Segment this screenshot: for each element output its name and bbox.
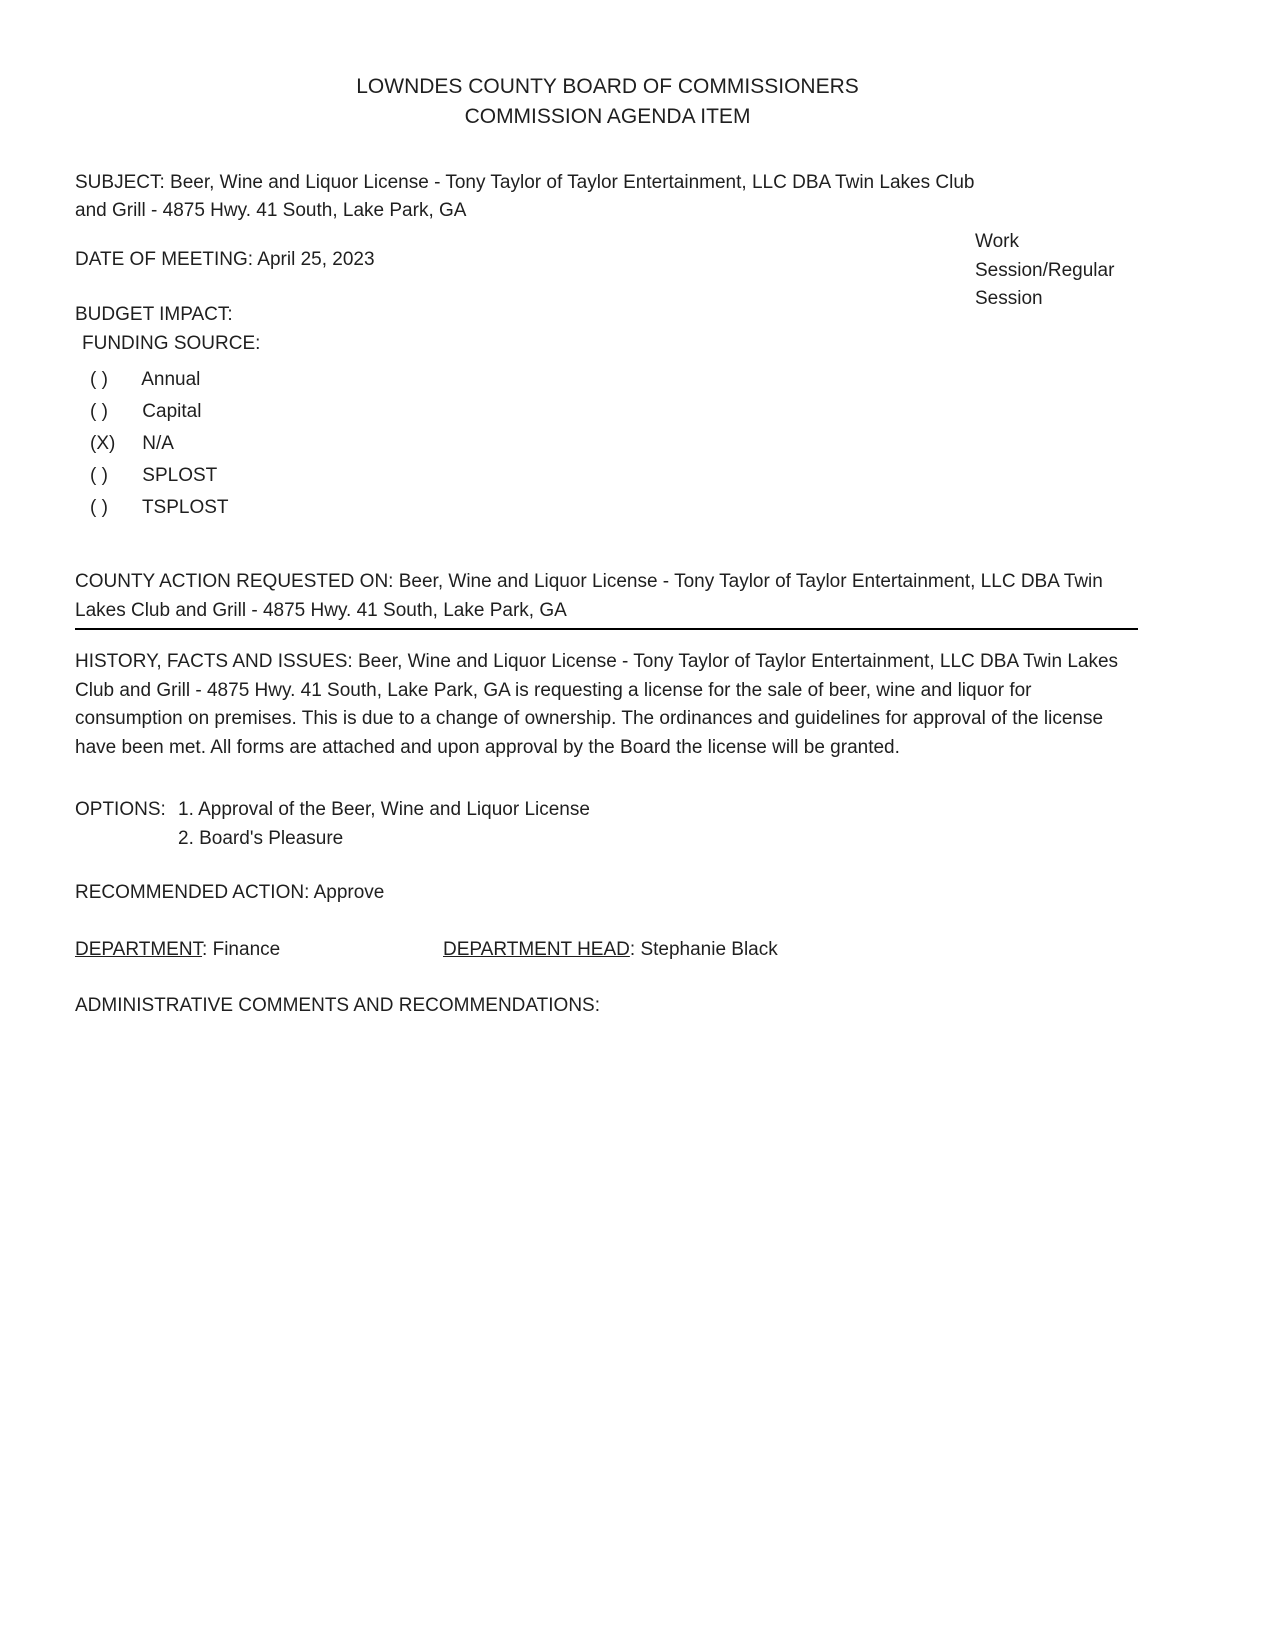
title-line-2: COMMISSION AGENDA ITEM xyxy=(464,105,751,129)
department-separator: : xyxy=(202,938,208,960)
recommended-action-section xyxy=(75,879,1200,908)
subject-label: SUBJECT: xyxy=(75,171,165,193)
options-label: OPTIONS: xyxy=(75,799,166,821)
subject-text: Beer, Wine and Liquor License - Tony Taylor of Taylor Entertainment, LLC DBA Twin Lakes Club and Grill - 4875 Hwy. 41 South, Lake Park, GA xyxy=(75,171,975,222)
department-group xyxy=(75,936,443,965)
checkbox-mark: ( ) xyxy=(90,401,108,423)
funding-source-options xyxy=(75,364,1200,524)
department-label: DEPARTMENT xyxy=(75,938,203,960)
subject-section xyxy=(75,169,975,226)
history-label: HISTORY, FACTS AND ISSUES: xyxy=(75,651,353,673)
funding-option-splost xyxy=(90,460,1200,492)
checkbox-mark: ( ) xyxy=(90,465,108,487)
department-section xyxy=(75,936,1200,965)
funding-source-label: FUNDING SOURCE: xyxy=(82,332,261,354)
funding-option-annual xyxy=(90,364,1200,396)
county-action-section xyxy=(75,568,1138,630)
checkbox-mark: ( ) xyxy=(90,369,108,391)
funding-option-capital xyxy=(90,396,1200,428)
history-text: Beer, Wine and Liquor License - Tony Taylor of Taylor Entertainment, LLC DBA Twin Lakes Club and Grill - 4875 Hwy. 41 South, Lake Park, GA is requesting a license for the sale of beer, wine and liquor for consumption on premises. This is due to a change of ownership. The ordinances and guidelines for approval of the license have been met. All forms are attached and upon approval by the Board the license will be granted. xyxy=(75,651,1119,758)
funding-option-tsplost xyxy=(90,492,1200,524)
document-title xyxy=(75,72,1140,133)
date-of-meeting-value: April 25, 2023 xyxy=(257,248,375,270)
checkbox-mark-checked: (X) xyxy=(90,433,116,455)
recommended-action-value: Approve xyxy=(313,882,385,904)
funding-option-label: TSPLOST xyxy=(141,497,229,519)
history-section xyxy=(75,648,1143,762)
checkbox-mark: ( ) xyxy=(90,497,108,519)
county-action-label: COUNTY ACTION REQUESTED ON: xyxy=(75,571,394,593)
budget-impact-label: BUDGET IMPACT: xyxy=(75,304,233,326)
option-item-1: 1. Approval of the Beer, Wine and Liquor License xyxy=(178,799,590,821)
department-value: Finance xyxy=(212,938,281,960)
department-head-label: DEPARTMENT HEAD xyxy=(443,938,630,960)
funding-option-label: SPLOST xyxy=(142,465,218,487)
title-line-1: LOWNDES COUNTY BOARD OF COMMISSIONERS xyxy=(356,75,859,98)
admin-comments-label: ADMINISTRATIVE COMMENTS AND RECOMMENDATIONS: xyxy=(75,995,600,1017)
options-list xyxy=(178,796,590,853)
option-item-2: 2. Board's Pleasure xyxy=(178,827,344,849)
county-action-text: Beer, Wine and Liquor License - Tony Taylor of Taylor Entertainment, LLC DBA Twin Lakes Club and Grill - 4875 Hwy. 41 South, Lake Park, GA xyxy=(75,571,1103,621)
session-type: Work Session/Regular Session xyxy=(975,231,1115,309)
date-of-meeting-label: DATE OF MEETING: xyxy=(75,248,254,270)
funding-option-na xyxy=(90,428,1200,460)
funding-option-label: N/A xyxy=(142,433,174,455)
funding-option-label: Annual xyxy=(141,369,201,391)
funding-option-label: Capital xyxy=(142,401,202,423)
department-head-value: Stephanie Black xyxy=(640,938,778,960)
recommended-action-label: RECOMMENDED ACTION: xyxy=(75,882,310,904)
options-section xyxy=(75,796,1200,853)
department-head-separator: : xyxy=(629,938,636,960)
department-head-group xyxy=(443,939,778,960)
